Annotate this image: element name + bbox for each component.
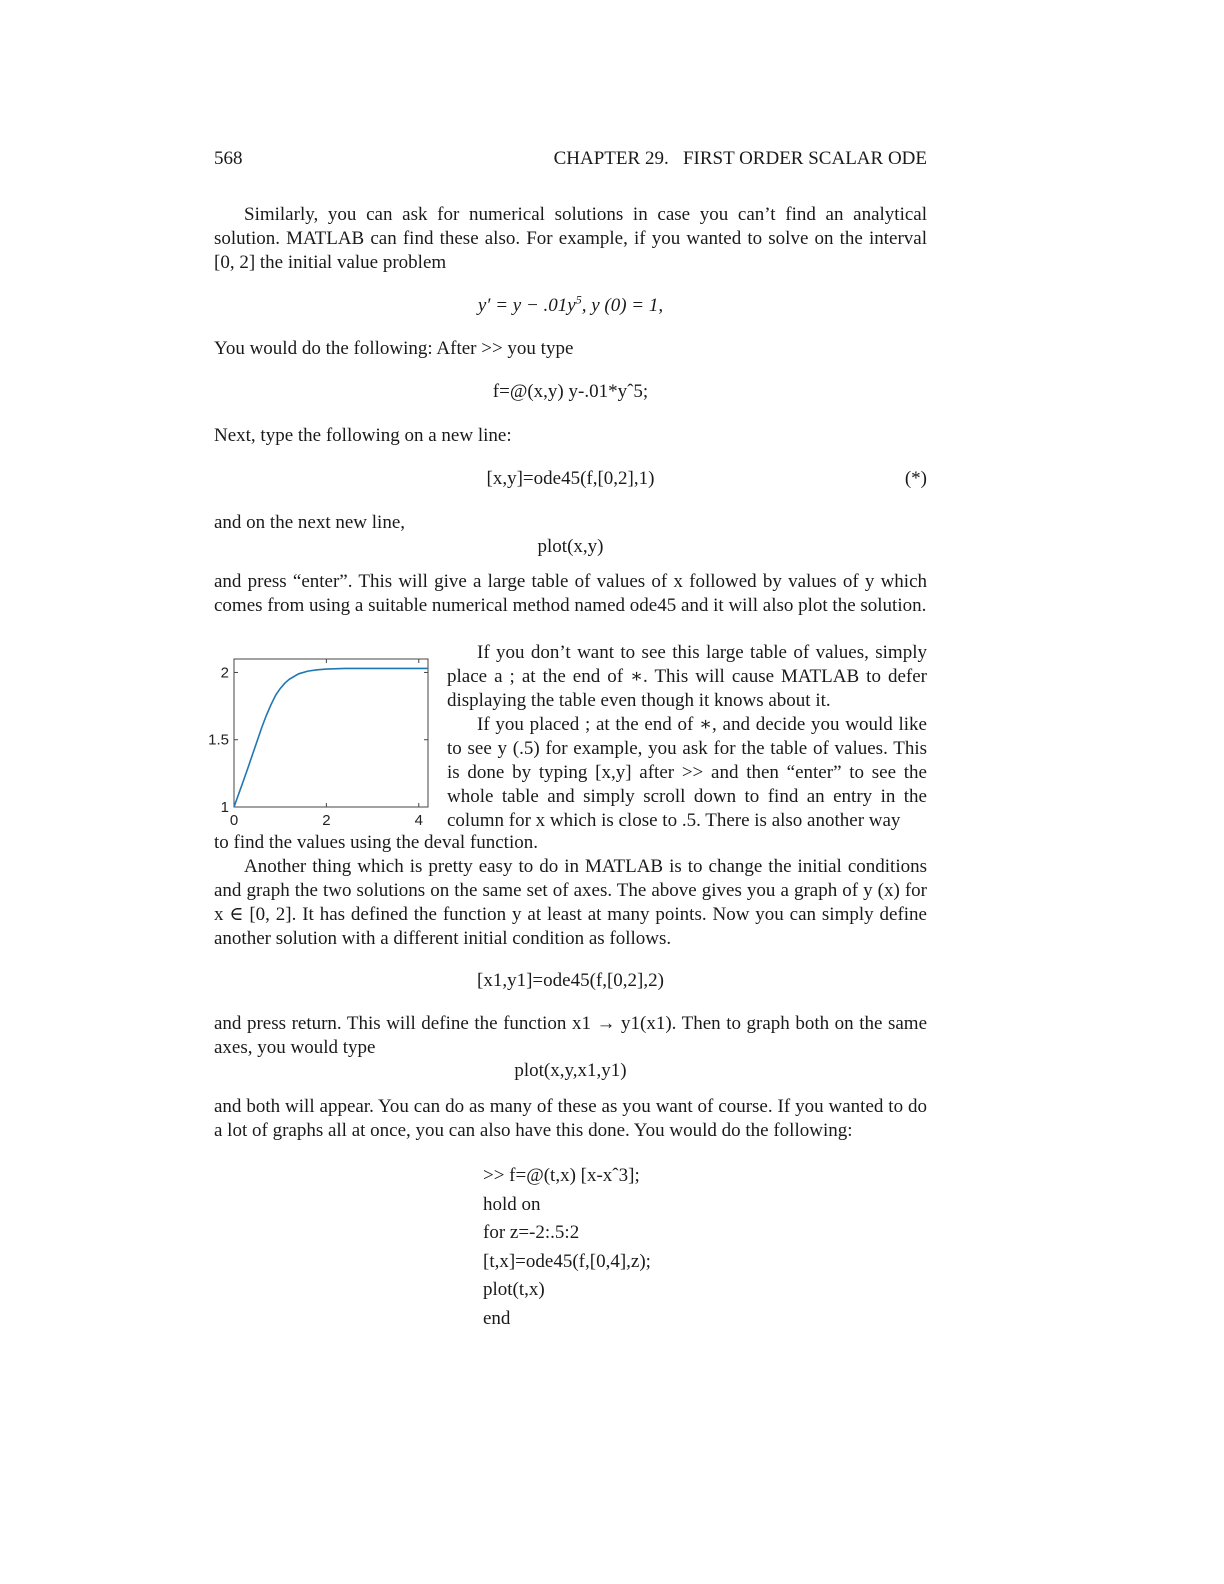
x-tick-label: 4 — [414, 812, 423, 829]
y-tick-label: 1.5 — [208, 731, 229, 749]
code-line: [t,x]=ode45(f,[0,4],z); — [483, 1250, 651, 1272]
equation-tag: (*) — [904, 468, 927, 489]
x-tick-label: 2 — [322, 812, 331, 829]
code-define-f: f=@(x,y) y-.01*yˆ5; — [492, 381, 649, 402]
paragraph-deval: to find the values using the deval function. — [214, 832, 538, 853]
code-line: end — [483, 1307, 511, 1329]
wrapped-text-column — [447, 641, 927, 833]
equation-ivp: $y' = y - .01y^5$, y (0) = 1, — [477, 292, 664, 316]
y-tick-label: 2 — [220, 664, 229, 682]
paragraph-another: Another thing which is pretty easy to do in MATLAB is to change the initial conditions and graph the two solutions on the same set of axes. The above gives you a graph of y (x) for x ∈ [0, 2]. It has defined the function y at least at many points. Now you can simply define another solution with a different initial condition as follows. — [214, 856, 927, 949]
paragraph-enter: and press “enter”. This will give a large table of values of x followed by values of y which comes from using a suitable numerical method named ode45 and it will also plot the solution. — [214, 571, 927, 616]
page-number: 568 — [214, 148, 243, 169]
code-plot-both: plot(x,y,x1,y1) — [514, 1060, 627, 1081]
paragraph-next: Next, type the following on a new line: — [214, 425, 512, 446]
solution-curve — [234, 668, 428, 807]
paragraph-return: and press return. This will define the function x1 → y1(x1). Then to graph both on the same axes, you would type — [214, 1013, 927, 1058]
page-header — [214, 148, 927, 170]
document-page — [208, 0, 927, 1584]
code-ode45-second: [x1,y1]=ode45(f,[0,2],2) — [477, 970, 664, 991]
paragraph-after: You would do the following: After >> you type — [214, 338, 574, 359]
y-tick-label: 1 — [220, 799, 229, 816]
chapter-title: CHAPTER 29. FIRST ORDER SCALAR ODE — [553, 148, 927, 169]
paragraph-semicolon: If you don’t want to see this large table of values, simply place a ; at the end of ∗. This will cause MATLAB to defer displaying the table even though it knows about it. — [447, 642, 927, 711]
code-line: plot(t,x) — [483, 1279, 545, 1300]
solution-plot-svg — [208, 654, 436, 834]
paragraph-next-line: and on the next new line, — [214, 512, 406, 533]
solution-plot — [208, 654, 436, 834]
code-ode45: [x,y]=ode45(f,[0,2],1) — [486, 468, 655, 489]
code-line: >> f=@(t,x) [x-xˆ3]; — [483, 1165, 640, 1186]
code-ode45-row — [214, 467, 927, 491]
plot-frame — [234, 659, 428, 807]
paragraph-both: and both will appear. You can do as many of these as you want of course. If you wanted to do a lot of graphs all at once, you can also have this done. You would do the following: — [214, 1096, 927, 1141]
code-line: for z=-2:.5:2 — [483, 1222, 580, 1243]
paragraph-intro: Similarly, you can ask for numerical solutions in case you can’t find an analytical solution. MATLAB can find these also. For example, if you wanted to solve on the interval [0, 2] the initial value problem — [214, 204, 927, 273]
code-line: hold on — [483, 1193, 541, 1215]
paragraph-placed: If you placed ; at the end of ∗, and decide you would like to see y (.5) for example, you ask for the table of values. This is done by typing [x,y] after >> and then “enter” to see the whole table and simply scroll down to find an entry in the column for x which is close to .5. There is also another way — [447, 714, 927, 831]
x-tick-label: 0 — [229, 812, 239, 829]
code-listing — [483, 1162, 651, 1333]
code-plot: plot(x,y) — [537, 536, 604, 557]
